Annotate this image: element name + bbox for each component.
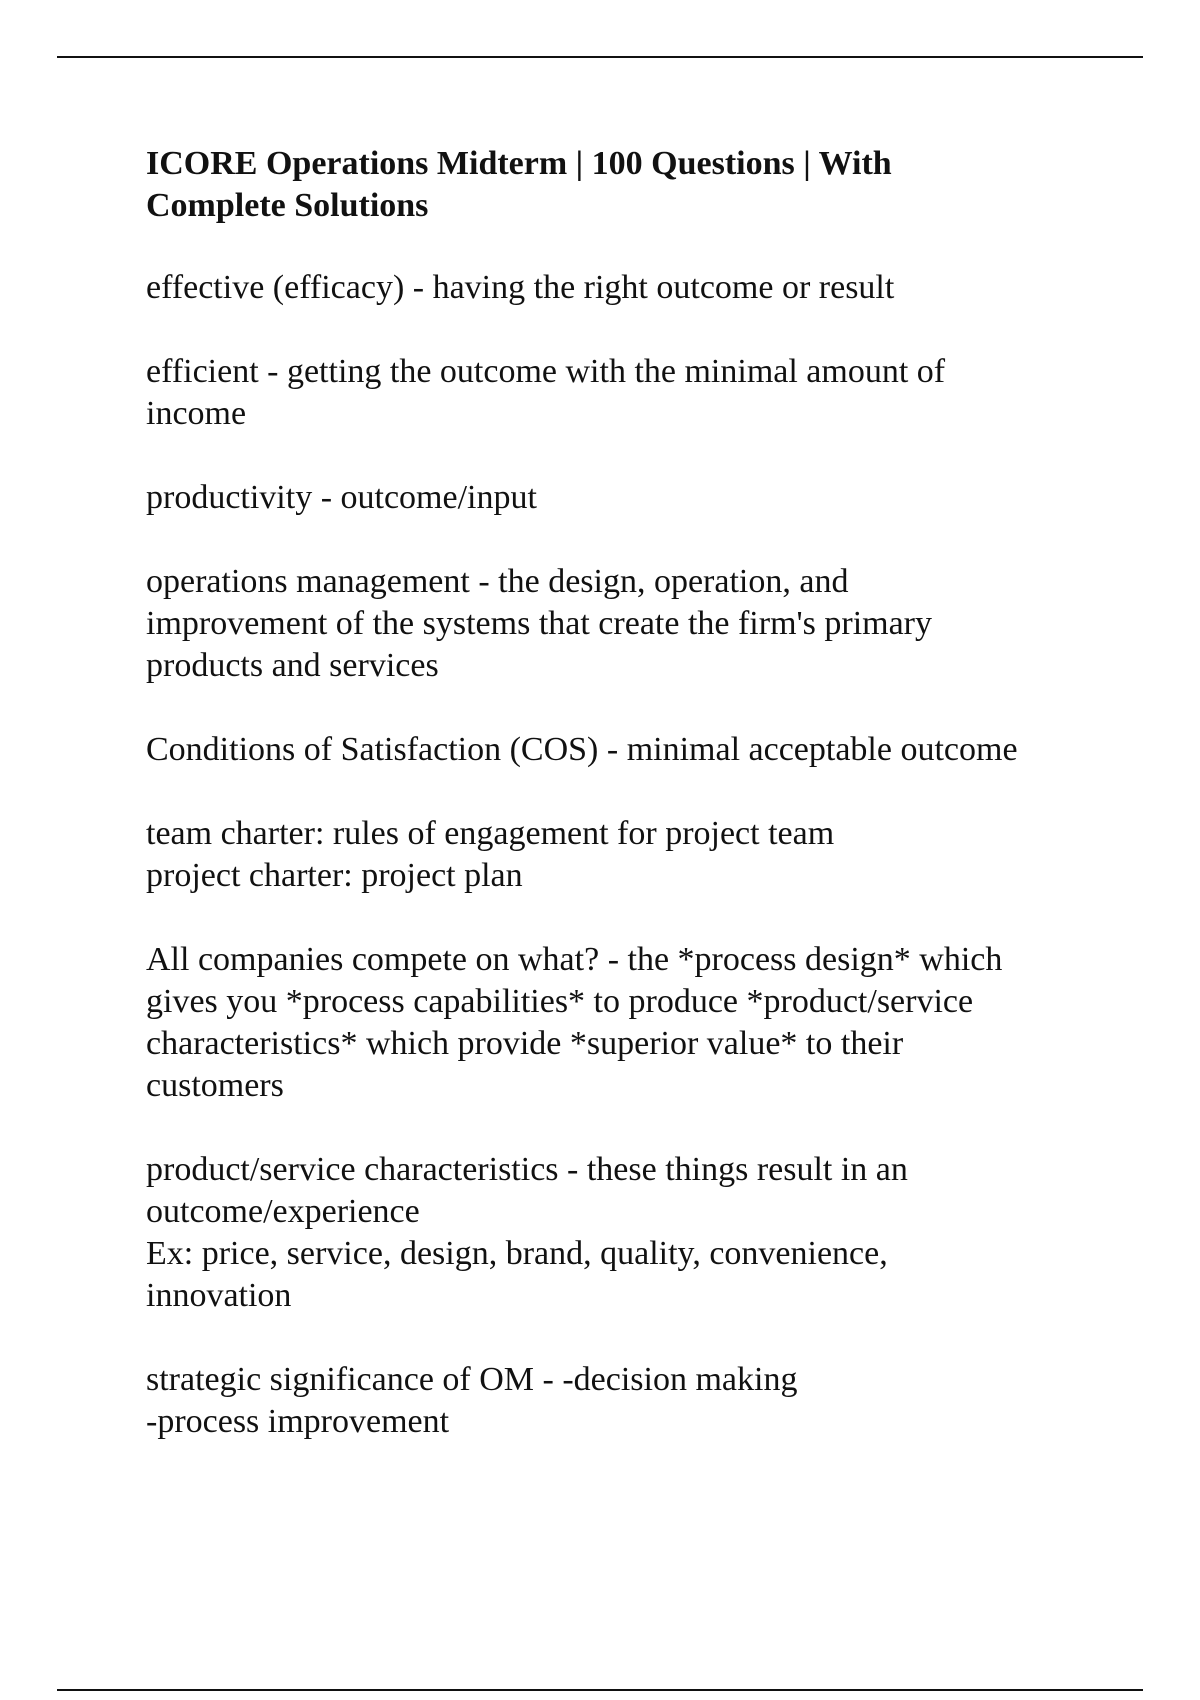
term-entry-compete-on <box>146 939 1106 1107</box>
top-divider <box>57 56 1143 58</box>
entry-line: effective (efficacy) - having the right outcome or result <box>146 269 895 306</box>
title-line: ICORE Operations Midterm | 100 Questions | With <box>146 145 892 182</box>
term-entry-conditions-of-satisfaction <box>146 729 1106 771</box>
entry-line: innovation <box>146 1277 292 1314</box>
entry-line: strategic significance of OM - -decision making <box>146 1361 798 1398</box>
entry-line: outcome/experience <box>146 1193 420 1230</box>
term-entry-product-service-characteristics <box>146 1149 1106 1317</box>
entry-line: team charter: rules of engagement for project team <box>146 815 835 852</box>
entry-line: gives you *process capabilities* to produce *product/service <box>146 983 974 1020</box>
entry-line: Ex: price, service, design, brand, quality, convenience, <box>146 1235 888 1272</box>
entry-line: productivity - outcome/input <box>146 479 537 516</box>
term-entry-effective <box>146 267 1106 309</box>
document-title <box>146 143 1106 227</box>
term-entry-operations-management <box>146 561 1106 687</box>
document-body <box>146 143 1106 1485</box>
entry-line: operations management - the design, operation, and <box>146 563 849 600</box>
entry-line: Conditions of Satisfaction (COS) - minimal acceptable outcome <box>146 731 1018 768</box>
entry-line: customers <box>146 1067 284 1104</box>
entry-line: project charter: project plan <box>146 857 523 894</box>
entry-line: products and services <box>146 647 439 684</box>
title-line: Complete Solutions <box>146 187 429 224</box>
term-entry-productivity <box>146 477 1106 519</box>
term-entry-charters <box>146 813 1106 897</box>
entry-line: product/service characteristics - these things result in an <box>146 1151 908 1188</box>
entry-line: efficient - getting the outcome with the minimal amount of <box>146 353 946 390</box>
entry-line: characteristics* which provide *superior value* to their <box>146 1025 904 1062</box>
bottom-divider <box>57 1689 1143 1691</box>
entry-line: -process improvement <box>146 1403 450 1440</box>
entry-line: All companies compete on what? - the *process design* which <box>146 941 1003 978</box>
term-entry-strategic-significance <box>146 1359 1106 1443</box>
term-entry-efficient <box>146 351 1106 435</box>
entry-line: income <box>146 395 247 432</box>
entry-line: improvement of the systems that create the firm's primary <box>146 605 933 642</box>
